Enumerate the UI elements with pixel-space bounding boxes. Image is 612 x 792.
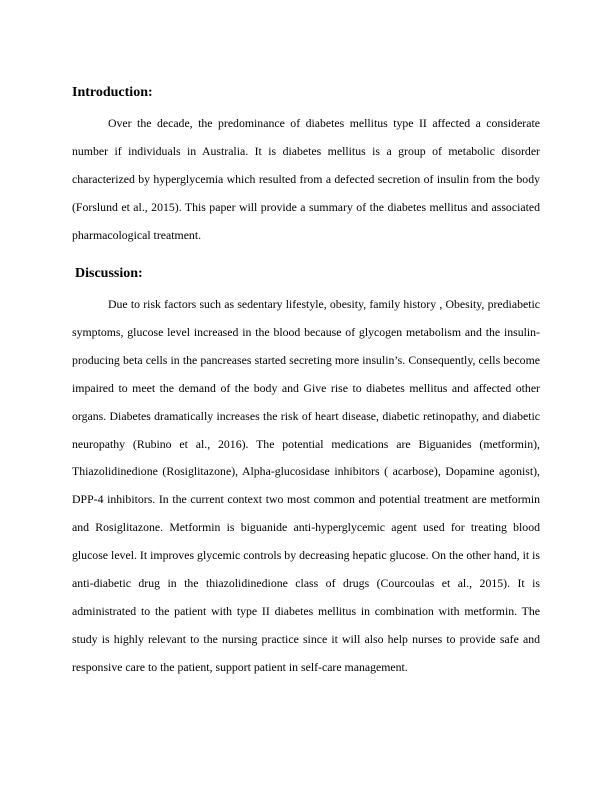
- discussion-heading: Discussion:: [75, 266, 143, 281]
- introduction-heading: Introduction:: [72, 85, 153, 100]
- introduction-paragraph: Over the decade, the predominance of diabetes mellitus type II affected a considerate number if individuals in Australia. It is diabetes mellitus is a group of metabolic disorder characterized by hyperglycemia which resulted from a defected secretion of insulin from the body (Forslund et al., 2015). This paper will provide a summary of the diabetes mellitus and associated pharmacological treatment.: [72, 116, 540, 242]
- discussion-paragraph: Due to risk factors such as sedentary lifestyle, obesity, family history , Obesity, prediabetic symptoms, glucose level increased in the blood because of glycogen metabolism and the insulin-producing beta cells in the pancreases started secreting more insulin’s. Consequently, cells become impaired to meet the demand of the body and Give rise to diabetes mellitus and affected other organs. Diabetes dramatically increases the risk of heart disease, diabetic retinopathy, and diabetic neuropathy (Rubino et al., 2016). The potential medications are Biguanides (metformin), Thiazolidinedione (Rosiglitazone), Alpha-glucosidase inhibitors ( acarbose), Dopamine agonist), DPP-4 inhibitors. In the current context two most common and potential treatment are metformin and Rosiglitazone. Metformin is biguanide anti-hyperglycemic agent used for treating blood glucose level. It improves glycemic controls by decreasing hepatic glucose. On the other hand, it is anti-diabetic drug in the thiazolidinedione class of drugs (Courcoulas et al., 2015). It is administrated to the patient with type II diabetes mellitus in combination with metformin. The study is highly relevant to the nursing practice since it will also help nurses to provide safe and responsive care to the patient, support patient in self-care management.: [72, 297, 540, 674]
